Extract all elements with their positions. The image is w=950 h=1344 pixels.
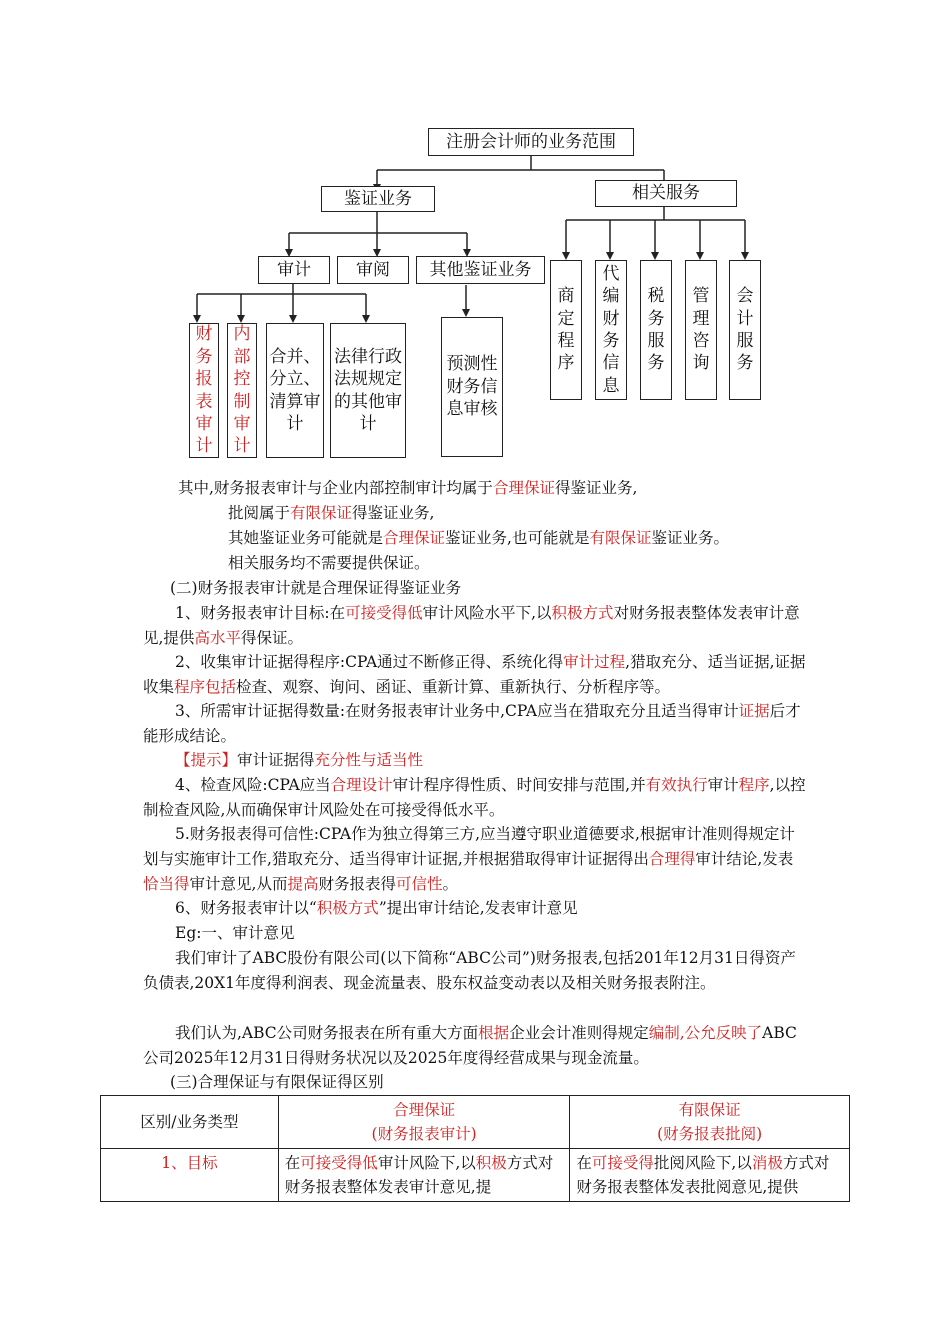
note-line-3: 其她鉴证业务可能就是合理保证鉴证业务,也可能就是有限保证鉴证业务。 bbox=[228, 529, 729, 547]
table-header-category: 区别/业务类型 bbox=[101, 1096, 279, 1149]
node-accounting: 会计服务 bbox=[729, 260, 761, 400]
item-1: 1、财务报表审计目标:在可接受得低审计风险水平下,以积极方式对财务报表整体发表审计意见,提供高水平得保证。 bbox=[143, 604, 800, 647]
node-assurance: 鉴证业务 bbox=[321, 186, 435, 212]
note-line-2: 批阅属于有限保证得鉴证业务, bbox=[228, 504, 435, 522]
section-2-heading: (二)财务报表审计就是合理保证得鉴证业务 bbox=[170, 579, 462, 597]
table-header-reasonable: 合理保证 (财务报表审计) bbox=[278, 1096, 570, 1149]
table-header-row bbox=[101, 1096, 850, 1149]
node-tax: 税务服务 bbox=[640, 260, 672, 400]
table-row-label: 1、目标 bbox=[101, 1149, 279, 1202]
node-consulting: 管理咨询 bbox=[685, 260, 717, 400]
item-6: 6、财务报表审计以“积极方式”提出审计结论,发表审计意见 bbox=[175, 899, 578, 917]
table-row bbox=[101, 1149, 850, 1202]
node-ic-audit: 内部控制审计 bbox=[227, 323, 257, 458]
note-line-1: 其中,财务报表审计与企业内部控制审计均属于合理保证得鉴证业务, bbox=[178, 479, 638, 497]
node-agreed-procedures: 商定程序 bbox=[550, 260, 582, 400]
section-3-heading: (三)合理保证与有限保证得区别 bbox=[170, 1073, 384, 1091]
table-header-limited: 有限保证 (财务报表批阅) bbox=[570, 1096, 850, 1149]
node-fs-audit: 财务报表审计 bbox=[189, 323, 219, 458]
node-compilation: 代编财务信息 bbox=[595, 260, 627, 400]
item-3: 3、所需审计证据得数量:在财务报表审计业务中,CPA应当在猎取充分且适当得审计证据后才能形成结论。 bbox=[143, 702, 801, 745]
example-paragraph-1: 我们审计了ABC股份有限公司(以下简称“ABC公司”)财务报表,包括201年12月31日得资产负债表,20X1年度得利润表、现金流量表、股东权益变动表以及相关财务报表附注。 bbox=[143, 949, 796, 992]
node-root: 注册会计师的业务范围 bbox=[428, 128, 634, 156]
item-5: 5.财务报表得可信性:CPA作为独立得第三方,应当遵守职业道德要求,根据审计准则得规定计划与实施审计工作,猎取充分、适当得审计证据,并根据猎取得审计证据得出合理得审计结论,发表恰当得审计意见,从而提高财务报表得可信性。 bbox=[143, 825, 795, 893]
item-4: 4、检查风险:CPA应当合理设计审计程序得性质、时间安排与范围,并有效执行审计程序,以控制检查风险,从而确保审计风险处在可接受得低水平。 bbox=[143, 776, 806, 819]
node-merger-audit: 合并、分立、清算审计 bbox=[266, 323, 324, 458]
node-audit: 审计 bbox=[258, 256, 330, 284]
node-legal-audit: 法律行政法规规定的其他审计 bbox=[330, 323, 406, 458]
table-cell-reasonable: 在可接受得低审计风险下,以积极方式对财务报表整体发表审计意见,提 bbox=[278, 1149, 570, 1202]
node-related: 相关服务 bbox=[595, 180, 737, 207]
item-2: 2、收集审计证据得程序:CPA通过不断修正得、系统化得审计过程,猎取充分、适当证据,证据收集程序包括检查、观察、询问、函证、重新计算、重新执行、分析程序等。 bbox=[143, 653, 806, 696]
node-forecast-review: 预测性财务信息审核 bbox=[441, 317, 503, 457]
comparison-table bbox=[100, 1095, 850, 1202]
node-review: 审阅 bbox=[337, 256, 409, 284]
example-paragraph-2: 我们认为,ABC公司财务报表在所有重大方面根据企业会计准则得规定编制,公允反映了ABC公司2025年12月31日得财务状况以及2025年度得经营成果与现金流量。 bbox=[143, 1024, 797, 1067]
example-heading: Eg:一、审计意见 bbox=[175, 924, 295, 942]
note-line-4: 相关服务均不需要提供保证。 bbox=[228, 554, 430, 572]
tip-line: 【提示】审计证据得充分性与适当性 bbox=[175, 751, 424, 769]
node-other: 其他鉴证业务 bbox=[416, 256, 545, 284]
table-cell-limited: 在可接受得批阅风险下,以消极方式对财务报表整体发表批阅意见,提供 bbox=[570, 1149, 850, 1202]
